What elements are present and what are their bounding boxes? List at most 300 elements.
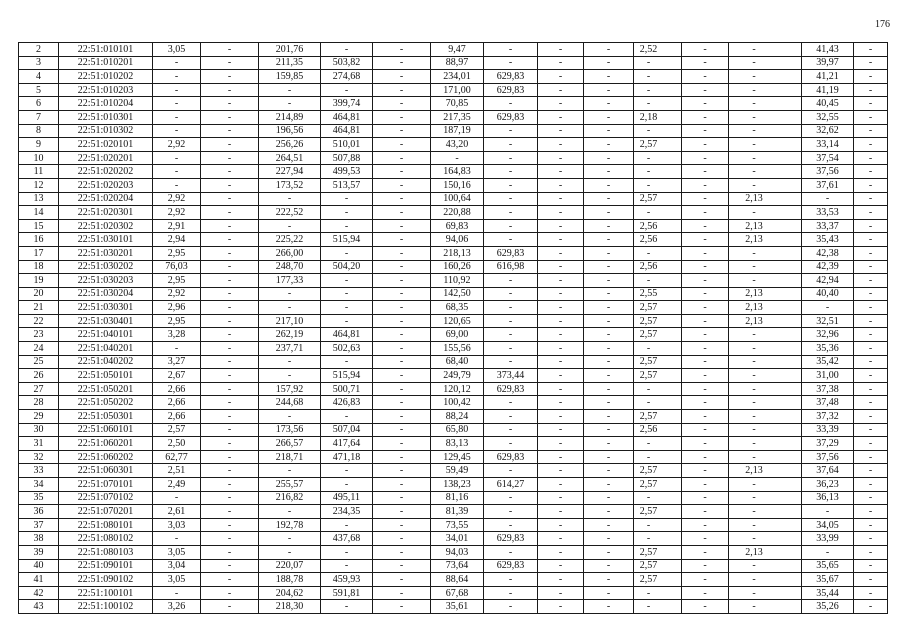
value-cell: - [854,219,888,233]
value-cell: - [682,110,729,124]
table-row [19,301,888,315]
value-cell: - [201,192,259,206]
value-cell: 510,01 [321,138,373,152]
value-cell: 2,57 [634,355,682,369]
value-cell: - [634,437,682,451]
value-cell: - [153,491,201,505]
value-cell: - [259,369,321,383]
value-cell: - [854,260,888,274]
value-cell: - [682,274,729,288]
value-cell: 220,07 [259,559,321,573]
value-cell: - [201,559,259,573]
value-cell: - [729,518,802,532]
row-number-cell: 34 [19,478,59,492]
value-cell: - [729,369,802,383]
value-cell: - [584,328,634,342]
value-cell: - [153,342,201,356]
value-cell: - [729,342,802,356]
value-cell: - [373,219,431,233]
value-cell: 196,56 [259,124,321,138]
value-cell: 2,95 [153,274,201,288]
value-cell: - [854,600,888,614]
value-cell: - [802,505,854,519]
row-number-cell: 27 [19,382,59,396]
value-cell: - [854,151,888,165]
value-cell: - [201,586,259,600]
value-cell: 42,38 [802,246,854,260]
table-row [19,233,888,247]
value-cell: 88,24 [431,410,484,424]
value-cell: - [538,178,584,192]
value-cell: 37,56 [802,450,854,464]
value-cell: 35,61 [431,600,484,614]
value-cell: 629,83 [484,450,538,464]
value-cell: - [373,314,431,328]
value-cell: - [854,369,888,383]
value-cell: - [538,396,584,410]
code-cell: 22:51:070101 [59,478,153,492]
value-cell: 464,81 [321,110,373,124]
value-cell: - [729,83,802,97]
value-cell: - [682,124,729,138]
row-number-cell: 2 [19,43,59,57]
table-row [19,260,888,274]
value-cell: 3,26 [153,600,201,614]
value-cell: - [484,437,538,451]
value-cell: - [373,586,431,600]
value-cell: - [373,138,431,152]
value-cell: 100,42 [431,396,484,410]
code-cell: 22:51:060202 [59,450,153,464]
value-cell: - [484,124,538,138]
value-cell: - [634,491,682,505]
value-cell: - [682,83,729,97]
value-cell: - [634,532,682,546]
table-row [19,573,888,587]
value-cell: - [584,314,634,328]
value-cell: - [538,410,584,424]
value-cell: - [321,314,373,328]
value-cell: 2,49 [153,478,201,492]
row-number-cell: 19 [19,274,59,288]
value-cell: - [373,97,431,111]
value-cell: 35,65 [802,559,854,573]
value-cell: - [729,573,802,587]
value-cell: - [538,586,584,600]
value-cell: 62,77 [153,450,201,464]
code-cell: 22:51:040101 [59,328,153,342]
value-cell: - [584,573,634,587]
code-cell: 22:51:010302 [59,124,153,138]
value-cell: - [682,600,729,614]
value-cell: - [584,165,634,179]
value-cell: - [854,437,888,451]
value-cell: - [538,450,584,464]
row-number-cell: 36 [19,505,59,519]
value-cell: - [584,559,634,573]
row-number-cell: 23 [19,328,59,342]
value-cell: - [584,260,634,274]
value-cell: - [729,260,802,274]
table-row [19,70,888,84]
value-cell: 37,64 [802,464,854,478]
code-cell: 22:51:010301 [59,110,153,124]
table-row [19,586,888,600]
value-cell: - [854,559,888,573]
value-cell: - [854,83,888,97]
value-cell: 173,56 [259,423,321,437]
value-cell: 629,83 [484,559,538,573]
value-cell: - [484,301,538,315]
value-cell: - [538,518,584,532]
value-cell: - [584,301,634,315]
value-cell: 373,44 [484,369,538,383]
value-cell: - [201,274,259,288]
row-number-cell: 14 [19,206,59,220]
table-row [19,124,888,138]
row-number-cell: 24 [19,342,59,356]
value-cell: - [373,532,431,546]
value-cell: - [682,206,729,220]
value-cell: - [373,287,431,301]
value-cell: 214,89 [259,110,321,124]
value-cell: 266,57 [259,437,321,451]
value-cell: - [484,97,538,111]
value-cell: - [201,83,259,97]
value-cell: 35,43 [802,233,854,247]
value-cell: 629,83 [484,83,538,97]
value-cell: - [201,124,259,138]
value-cell: - [584,110,634,124]
row-number-cell: 8 [19,124,59,138]
value-cell: - [584,138,634,152]
value-cell: - [373,206,431,220]
code-cell: 22:51:010204 [59,97,153,111]
value-cell: - [373,328,431,342]
value-cell: - [729,478,802,492]
value-cell: 2,92 [153,206,201,220]
value-cell: - [729,382,802,396]
value-cell: 629,83 [484,532,538,546]
value-cell: - [201,396,259,410]
value-cell: 256,26 [259,138,321,152]
value-cell: - [802,545,854,559]
value-cell: - [854,110,888,124]
value-cell: - [682,328,729,342]
value-cell: - [634,97,682,111]
value-cell: 32,55 [802,110,854,124]
value-cell: - [484,43,538,57]
value-cell: 399,74 [321,97,373,111]
row-number-cell: 6 [19,97,59,111]
value-cell: - [201,328,259,342]
value-cell: - [584,545,634,559]
value-cell: 3,05 [153,573,201,587]
value-cell: 591,81 [321,586,373,600]
row-number-cell: 12 [19,178,59,192]
value-cell: - [201,532,259,546]
value-cell: - [584,124,634,138]
value-cell: - [201,505,259,519]
value-cell: - [729,532,802,546]
table-row [19,369,888,383]
table-row [19,314,888,328]
value-cell: - [584,56,634,70]
value-cell: 68,40 [431,355,484,369]
value-cell: - [321,287,373,301]
code-cell: 22:51:020201 [59,151,153,165]
value-cell: - [538,314,584,328]
row-number-cell: 28 [19,396,59,410]
value-cell: 264,51 [259,151,321,165]
value-cell: - [538,382,584,396]
value-cell: 3,03 [153,518,201,532]
code-cell: 22:51:070102 [59,491,153,505]
code-cell: 22:51:030202 [59,260,153,274]
value-cell: 2,95 [153,314,201,328]
value-cell: - [682,491,729,505]
value-cell: 33,99 [802,532,854,546]
value-cell: - [538,124,584,138]
value-cell: - [321,410,373,424]
value-cell: 81,16 [431,491,484,505]
value-cell: - [538,464,584,478]
value-cell: 2,92 [153,287,201,301]
value-cell: - [634,165,682,179]
value-cell: - [729,206,802,220]
code-cell: 22:51:100102 [59,600,153,614]
value-cell: - [854,192,888,206]
value-cell: - [201,219,259,233]
value-cell: - [729,124,802,138]
value-cell: - [584,178,634,192]
value-cell: 248,70 [259,260,321,274]
value-cell: 188,78 [259,573,321,587]
value-cell: 3,04 [153,559,201,573]
value-cell: - [682,559,729,573]
value-cell: - [538,355,584,369]
value-cell: - [373,178,431,192]
value-cell: - [484,491,538,505]
value-cell: 2,66 [153,396,201,410]
value-cell: 201,76 [259,43,321,57]
value-cell: - [373,505,431,519]
code-cell: 22:51:060201 [59,437,153,451]
value-cell: 629,83 [484,110,538,124]
value-cell: - [729,151,802,165]
value-cell: 237,71 [259,342,321,356]
table-row [19,505,888,519]
value-cell: 34,05 [802,518,854,532]
value-cell: - [484,586,538,600]
value-cell: 37,56 [802,165,854,179]
value-cell: - [153,532,201,546]
value-cell: - [682,342,729,356]
value-cell: - [201,43,259,57]
value-cell: - [538,532,584,546]
value-cell: - [682,437,729,451]
value-cell: - [584,505,634,519]
value-cell: 2,57 [634,314,682,328]
value-cell: 499,53 [321,165,373,179]
value-cell: - [201,287,259,301]
value-cell: - [634,206,682,220]
value-cell: - [259,355,321,369]
value-cell: - [484,165,538,179]
value-cell: - [484,518,538,532]
value-cell: 33,14 [802,138,854,152]
value-cell: 3,28 [153,328,201,342]
value-cell: 225,22 [259,233,321,247]
value-cell: - [373,600,431,614]
value-cell: - [854,382,888,396]
table-row [19,532,888,546]
value-cell: 36,23 [802,478,854,492]
row-number-cell: 15 [19,219,59,233]
value-cell: 500,71 [321,382,373,396]
table-row [19,410,888,424]
value-cell: - [854,491,888,505]
value-cell: - [321,545,373,559]
value-cell: - [538,287,584,301]
value-cell: 502,63 [321,342,373,356]
value-cell: - [538,83,584,97]
value-cell: - [729,559,802,573]
value-cell: - [584,437,634,451]
value-cell: - [854,410,888,424]
code-cell: 22:51:060101 [59,423,153,437]
value-cell: 69,00 [431,328,484,342]
table-row [19,478,888,492]
code-cell: 22:51:030201 [59,246,153,260]
value-cell: - [373,423,431,437]
value-cell: - [682,301,729,315]
value-cell: 507,88 [321,151,373,165]
code-cell: 22:51:050301 [59,410,153,424]
value-cell: - [802,192,854,206]
value-cell: - [484,464,538,478]
value-cell: - [538,97,584,111]
value-cell: 2,95 [153,246,201,260]
value-cell: 2,57 [634,328,682,342]
code-cell: 22:51:030101 [59,233,153,247]
value-cell: - [682,314,729,328]
value-cell: - [373,491,431,505]
value-cell: - [682,260,729,274]
value-cell: 39,97 [802,56,854,70]
value-cell: - [682,450,729,464]
value-cell: - [584,83,634,97]
value-cell: - [854,287,888,301]
value-cell: - [373,573,431,587]
value-cell: - [201,165,259,179]
value-cell: 2,13 [729,545,802,559]
value-cell: - [373,246,431,260]
value-cell: 2,94 [153,233,201,247]
value-cell: 37,29 [802,437,854,451]
value-cell: 83,13 [431,437,484,451]
value-cell: 244,68 [259,396,321,410]
value-cell: - [201,260,259,274]
value-cell: - [729,423,802,437]
table-row [19,151,888,165]
value-cell: 616,98 [484,260,538,274]
value-cell: - [484,600,538,614]
value-cell: - [854,396,888,410]
table-row [19,165,888,179]
value-cell: - [538,246,584,260]
value-cell: 234,35 [321,505,373,519]
value-cell: - [634,246,682,260]
value-cell: 155,56 [431,342,484,356]
code-cell: 22:51:030401 [59,314,153,328]
value-cell: - [634,382,682,396]
value-cell: - [373,396,431,410]
table-row [19,287,888,301]
value-cell: 217,35 [431,110,484,124]
value-cell: 32,62 [802,124,854,138]
value-cell: - [321,274,373,288]
value-cell: 2,66 [153,410,201,424]
value-cell: - [201,342,259,356]
value-cell: - [201,450,259,464]
value-cell: - [201,423,259,437]
row-number-cell: 21 [19,301,59,315]
value-cell: - [484,192,538,206]
value-cell: 495,11 [321,491,373,505]
value-cell: 43,20 [431,138,484,152]
value-cell: - [729,355,802,369]
value-cell: - [484,573,538,587]
value-cell: - [201,314,259,328]
value-cell: 2,56 [634,233,682,247]
table-row [19,437,888,451]
value-cell: - [584,382,634,396]
value-cell: 2,92 [153,192,201,206]
value-cell: - [259,410,321,424]
code-cell: 22:51:080101 [59,518,153,532]
value-cell: 81,39 [431,505,484,519]
value-cell: - [682,151,729,165]
table-row [19,328,888,342]
value-cell: - [201,491,259,505]
row-number-cell: 41 [19,573,59,587]
value-cell: - [729,450,802,464]
row-number-cell: 5 [19,83,59,97]
value-cell: - [373,437,431,451]
value-cell: 192,78 [259,518,321,532]
value-cell: - [584,219,634,233]
value-cell: - [584,43,634,57]
code-cell: 22:51:010101 [59,43,153,57]
value-cell: 2,57 [634,464,682,478]
value-cell: - [854,206,888,220]
row-number-cell: 25 [19,355,59,369]
value-cell: - [201,206,259,220]
table-row [19,491,888,505]
value-cell: - [634,586,682,600]
value-cell: - [584,246,634,260]
value-cell: 159,85 [259,70,321,84]
value-cell: 33,53 [802,206,854,220]
value-cell: 220,88 [431,206,484,220]
value-cell: - [373,110,431,124]
value-cell: 142,50 [431,287,484,301]
value-cell: 35,26 [802,600,854,614]
value-cell: - [373,450,431,464]
value-cell: - [802,301,854,315]
value-cell: - [854,124,888,138]
